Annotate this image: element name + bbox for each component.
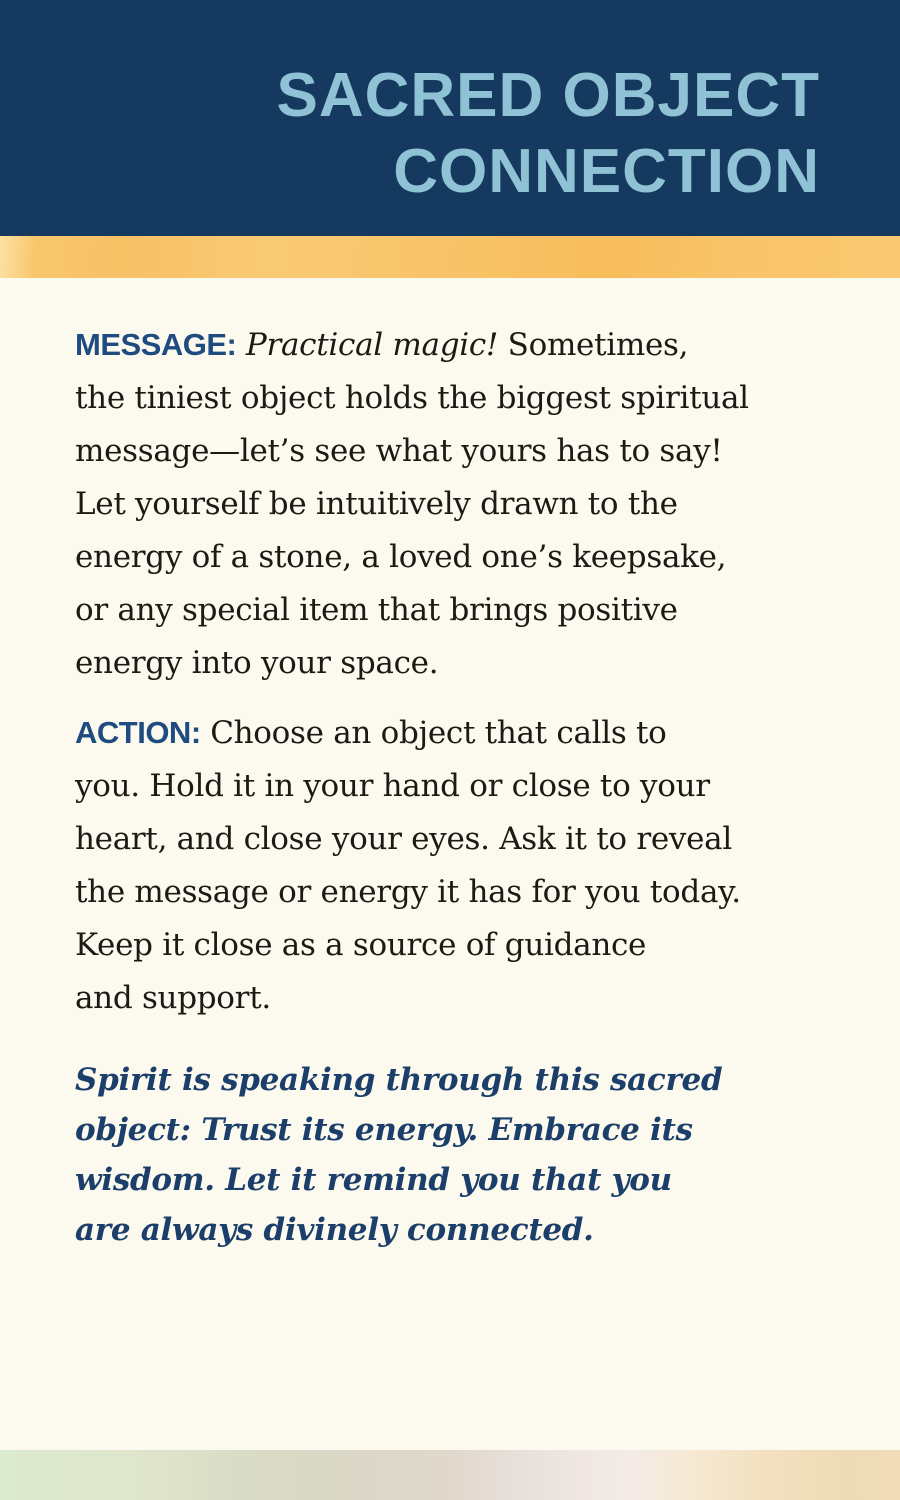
text-run-label: ACTION: <box>75 715 201 750</box>
text-line <box>75 584 840 637</box>
message-paragraph <box>75 318 840 690</box>
text-run-reg: heart, and close your eyes. Ask it to reveal <box>75 821 732 857</box>
bottom-gradient-strip <box>0 1450 900 1500</box>
text-run-reg: you. Hold it in your hand or close to your <box>75 768 710 804</box>
text-run-reg: the message or energy it has for you today. <box>75 874 741 910</box>
text-line <box>75 318 840 372</box>
text-run-reg: Sometimes, <box>498 327 689 363</box>
text-line <box>75 637 840 690</box>
text-line <box>75 1155 840 1205</box>
text-line <box>75 372 840 425</box>
text-line <box>75 972 840 1025</box>
text-line <box>75 813 840 866</box>
text-run-reg: Choose an object that calls to <box>200 715 667 751</box>
card-title-line-2: CONNECTION <box>393 137 820 206</box>
text-line <box>75 866 840 919</box>
text-run-reg <box>236 327 246 363</box>
card-title-line-1: SACRED OBJECT <box>276 61 820 130</box>
text-run-reg: or any special item that brings positive <box>75 592 678 628</box>
text-run-reg: energy into your space. <box>75 645 439 681</box>
card-header <box>0 0 900 236</box>
card-content <box>0 278 900 1450</box>
text-run-reg: message—let’s see what yours has to say! <box>75 433 723 469</box>
text-run-closing: Spirit is speaking through this sacred <box>75 1062 723 1098</box>
text-line <box>75 706 840 760</box>
action-paragraph <box>75 706 840 1025</box>
text-run-closing: object: Trust its energy. Embrace its <box>75 1112 693 1148</box>
text-run-reg: Keep it close as a source of guidance <box>75 927 647 963</box>
text-line <box>75 1105 840 1155</box>
text-line <box>75 478 840 531</box>
text-line <box>75 425 840 478</box>
text-run-reg: and support. <box>75 980 271 1016</box>
text-line <box>75 1055 840 1105</box>
text-line <box>75 760 840 813</box>
text-line <box>75 1205 840 1255</box>
text-line <box>75 919 840 972</box>
closing-paragraph <box>75 1055 840 1255</box>
text-run-reg: the tiniest object holds the biggest spiritual <box>75 380 749 416</box>
text-run-closing: wisdom. Let it remind you that you <box>75 1162 672 1198</box>
text-run-it: Practical magic! <box>245 327 499 363</box>
text-line <box>75 531 840 584</box>
text-run-reg: energy of a stone, a loved one’s keepsake, <box>75 539 727 575</box>
text-run-closing: are always divinely connected. <box>75 1212 594 1248</box>
text-run-label: MESSAGE: <box>75 327 237 362</box>
gold-divider <box>0 236 900 278</box>
text-run-reg: Let yourself be intuitively drawn to the <box>75 486 678 522</box>
